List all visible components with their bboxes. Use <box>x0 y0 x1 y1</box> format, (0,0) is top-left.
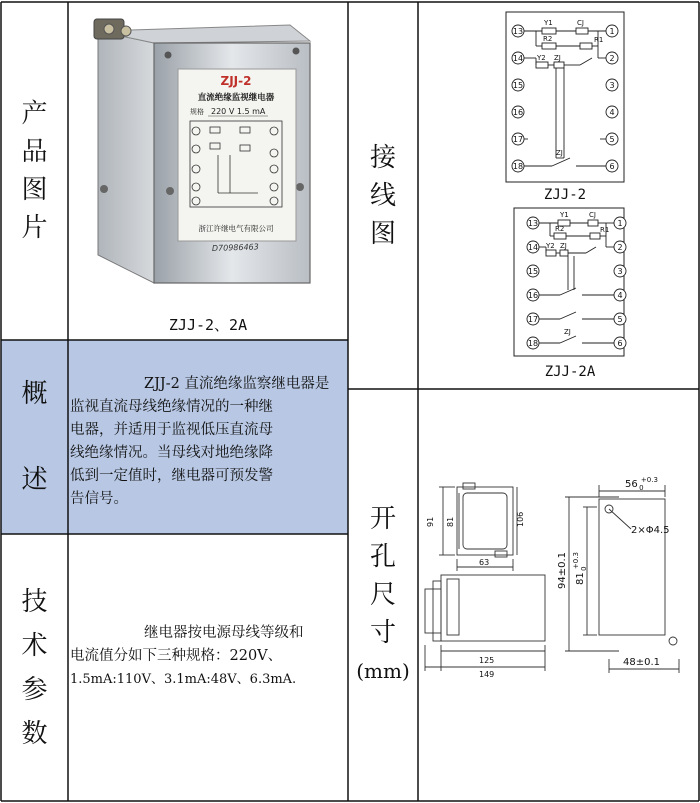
svg-text:Y1: Y1 <box>560 211 569 219</box>
svg-text:CJ: CJ <box>577 19 584 27</box>
terminal-label: 16 <box>527 291 539 300</box>
relay-spec-label: 规格 <box>190 108 204 116</box>
terminal-label: 5 <box>609 135 615 144</box>
terminal-label: 17 <box>512 135 524 144</box>
relay-model-text: ZJJ-2 <box>220 74 252 88</box>
dim-front-width: 63 <box>479 558 490 567</box>
dim-panel-inner-height: 81 $^{+0.3}$ 0 <box>572 552 588 585</box>
terminal-label: 4 <box>609 108 615 117</box>
terminal-label: 2 <box>617 243 623 252</box>
svg-text:R1: R1 <box>594 36 604 44</box>
terminal-label: 14 <box>512 54 524 63</box>
svg-text:ZJ: ZJ <box>564 328 571 336</box>
dim-front-side-height: 91 <box>426 516 435 527</box>
dim-panel-width: 56 $^{+0.3}$ 0 <box>625 476 658 492</box>
dim-panel-offset: 48±0.1 <box>623 657 661 668</box>
svg-text:Y2: Y2 <box>546 242 555 250</box>
dim-panel-outer-height: 94±0.1 <box>557 551 568 589</box>
terminal-label: 3 <box>609 81 615 90</box>
svg-text:R1: R1 <box>600 226 610 234</box>
terminal-label: 13 <box>527 219 539 228</box>
svg-text:R2: R2 <box>555 225 565 233</box>
dim-side-depth-outer: 149 <box>479 670 495 679</box>
terminal-label: 6 <box>609 162 615 171</box>
svg-text:Y2: Y2 <box>537 54 546 62</box>
svg-text:ZJ: ZJ <box>554 54 561 62</box>
label-product-image: 产 品 图 片 <box>21 99 48 243</box>
wiring-caption-zjj-2a: ZJJ-2A <box>544 364 596 380</box>
label-overview: 概 述 <box>21 379 48 495</box>
terminal-label: 13 <box>512 27 524 36</box>
terminal-label: 3 <box>617 267 623 276</box>
svg-text:ZJ: ZJ <box>560 242 567 250</box>
terminal-label: 14 <box>527 243 539 252</box>
relay-spec-value: 220 V 1.5 mA <box>211 107 266 116</box>
label-wiring: 接 线 图 <box>369 142 396 249</box>
dim-front-inner-height: 81 <box>446 516 455 527</box>
terminal-label: 18 <box>527 339 539 348</box>
terminal-label: 1 <box>617 219 623 228</box>
overview-text: ZJJ-2 直流绝缘监察继电器是 监视直流母线绝缘情况的一种继 电器，并适用于监视低压直流母 线绝缘情况。当母线对地绝缘降 低到一定值时，继电器可预发警 告信号。 <box>70 376 330 507</box>
terminal-label: 6 <box>617 339 623 348</box>
relay-maker-text: 浙江许继电气有限公司 <box>198 224 274 233</box>
wiring-caption-zjj-2: ZJJ-2 <box>543 187 587 203</box>
tech-params-text: 继电器按电源母线等级和 电流值分如下三种规格：220V、 1.5mA:110V、3.1mA:48V、6.3mA. <box>70 625 304 687</box>
terminal-label: 4 <box>617 291 623 300</box>
svg-text:ZJ: ZJ <box>556 149 563 157</box>
wiring-diagram-zjj-2a <box>500 206 630 358</box>
wiring-diagram-zjj-2 <box>500 10 630 185</box>
svg-text:Y1: Y1 <box>544 19 553 27</box>
label-tech-params: 技 术 参 数 <box>21 586 48 749</box>
dim-panel-holes: 2×Φ4.5 <box>631 525 670 536</box>
relay-product-image <box>68 3 348 313</box>
dim-front-outer-height: 106 <box>516 511 525 527</box>
terminal-label: 17 <box>527 315 539 324</box>
product-image-caption: ZJJ-2、2A <box>168 316 248 334</box>
cutout-dimension-drawings <box>419 389 699 801</box>
terminal-label: 2 <box>609 54 615 63</box>
svg-text:R2: R2 <box>543 35 553 43</box>
terminal-label: 15 <box>512 81 524 90</box>
relay-serial-text: D70986463 <box>211 242 259 253</box>
terminal-label: 1 <box>609 27 615 36</box>
terminal-label: 5 <box>617 315 623 324</box>
label-cutout: 开 孔 尺 寸 (mm) <box>356 504 410 683</box>
terminal-label: 15 <box>527 267 539 276</box>
svg-text:CJ: CJ <box>589 211 596 219</box>
relay-name-text: 直流绝缘监视继电器 <box>197 93 275 103</box>
dim-side-depth-inner: 125 <box>479 656 495 665</box>
terminal-label: 16 <box>512 108 524 117</box>
terminal-label: 18 <box>512 162 524 171</box>
